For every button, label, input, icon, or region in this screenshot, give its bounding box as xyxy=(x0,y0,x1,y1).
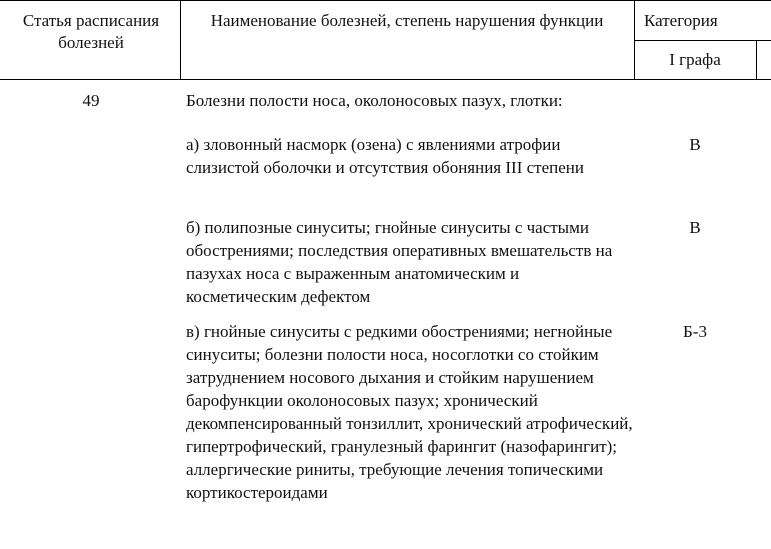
header-top-border xyxy=(0,0,771,1)
header-name-column: Наименование болезней, степень нарушения функции xyxy=(210,11,604,30)
article-title: Болезни полости носа, околоносовых пазух, глотки: xyxy=(186,91,563,110)
article-item-b-text: б) полипозные синуситы; гнойные синуситы с частыми обострениями; последствия оперативных вмешательств на пазухах носа с выраженным анатомическим и косметическим дефектом xyxy=(186,218,613,306)
header-category-graph-1: I графа xyxy=(669,50,721,69)
header-divider-3 xyxy=(756,40,757,80)
article-item-a-text: а) зловонный насморк (озена) с явлениями атрофии слизистой оболочки и отсутствия обоняния III степени xyxy=(186,135,584,177)
article-number: 49 xyxy=(82,91,100,110)
article-item-a-category: В xyxy=(689,135,701,154)
article-item-c-text: в) гнойные синуситы с редкими обострениями; негнойные синуситы; болезни полости носа, носоглотки со стойким затруднением носового дыхания и стойким нарушением барофункции околоносовых пазух; хронический декомпенсированный тонзиллит, хронический атрофический, гипертрофический, гранулезный фарингит (назофарингит); аллергические риниты, требующие лечения топическими кортикостероидами xyxy=(186,322,633,502)
header-article-column: Статья расписания болезней xyxy=(22,11,160,52)
category-subheader-border xyxy=(634,40,771,41)
header-bottom-border xyxy=(0,79,771,80)
article-item-b-category: В xyxy=(689,218,701,237)
article-item-c-category: Б-3 xyxy=(683,322,707,341)
header-divider-1 xyxy=(180,0,181,80)
header-category-column: Категория xyxy=(644,11,718,30)
